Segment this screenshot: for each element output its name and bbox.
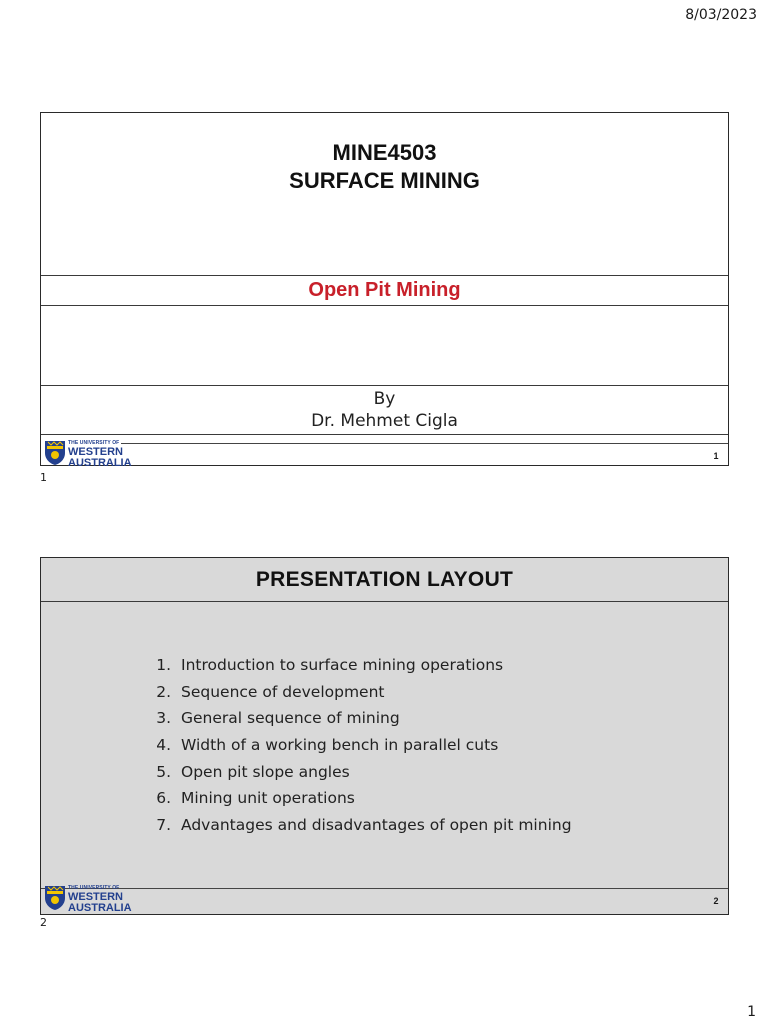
list-item: 6. Mining unit operations	[156, 789, 355, 808]
list-item: 7. Advantages and disadvantages of open pit mining	[156, 816, 572, 835]
author-name: Dr. Mehmet Cigla	[311, 411, 458, 431]
page-number: 1	[747, 1004, 756, 1020]
list-item: 5. Open pit slope angles	[156, 762, 350, 781]
slide-1	[40, 112, 729, 469]
course-code: MINE4503	[332, 140, 437, 165]
slide-2	[40, 557, 729, 915]
slide-caption: 1	[40, 471, 47, 484]
author-block	[41, 388, 728, 432]
divider	[41, 385, 728, 386]
list-item: 2. Sequence of development	[156, 682, 385, 701]
list-item: 4. Width of a working bench in parallel cuts	[156, 736, 499, 755]
slide-2-title: PRESENTATION LAYOUT	[255, 568, 514, 591]
list-item: 1. Introduction to surface mining operations	[156, 656, 504, 674]
divider	[41, 601, 728, 602]
divider	[41, 305, 728, 306]
uwa-crest-icon	[44, 885, 66, 911]
uwa-wordmark: THE UNIVERSITY OF WESTERN AUSTRALIA	[68, 885, 132, 914]
slide-footer-line	[121, 443, 728, 444]
list-item: 3. General sequence of mining	[156, 709, 400, 728]
slide-1-subtitle: Open Pit Mining	[308, 279, 461, 301]
slide-number: 1	[713, 451, 719, 461]
slide-1-title	[41, 139, 728, 195]
uwa-logo	[44, 885, 132, 914]
uwa-wordmark: THE UNIVERSITY OF WESTERN AUSTRALIA	[68, 440, 132, 469]
slide-number: 2	[713, 896, 719, 906]
slide-footer-line	[41, 888, 728, 889]
slide-caption: 2	[40, 916, 47, 929]
divider	[41, 434, 728, 435]
course-title: SURFACE MINING	[289, 168, 480, 193]
by-label: By	[373, 389, 396, 409]
uwa-logo	[44, 440, 132, 469]
uwa-crest-icon	[44, 440, 66, 466]
agenda-list	[41, 652, 728, 839]
print-date: 8/03/2023	[685, 7, 757, 23]
